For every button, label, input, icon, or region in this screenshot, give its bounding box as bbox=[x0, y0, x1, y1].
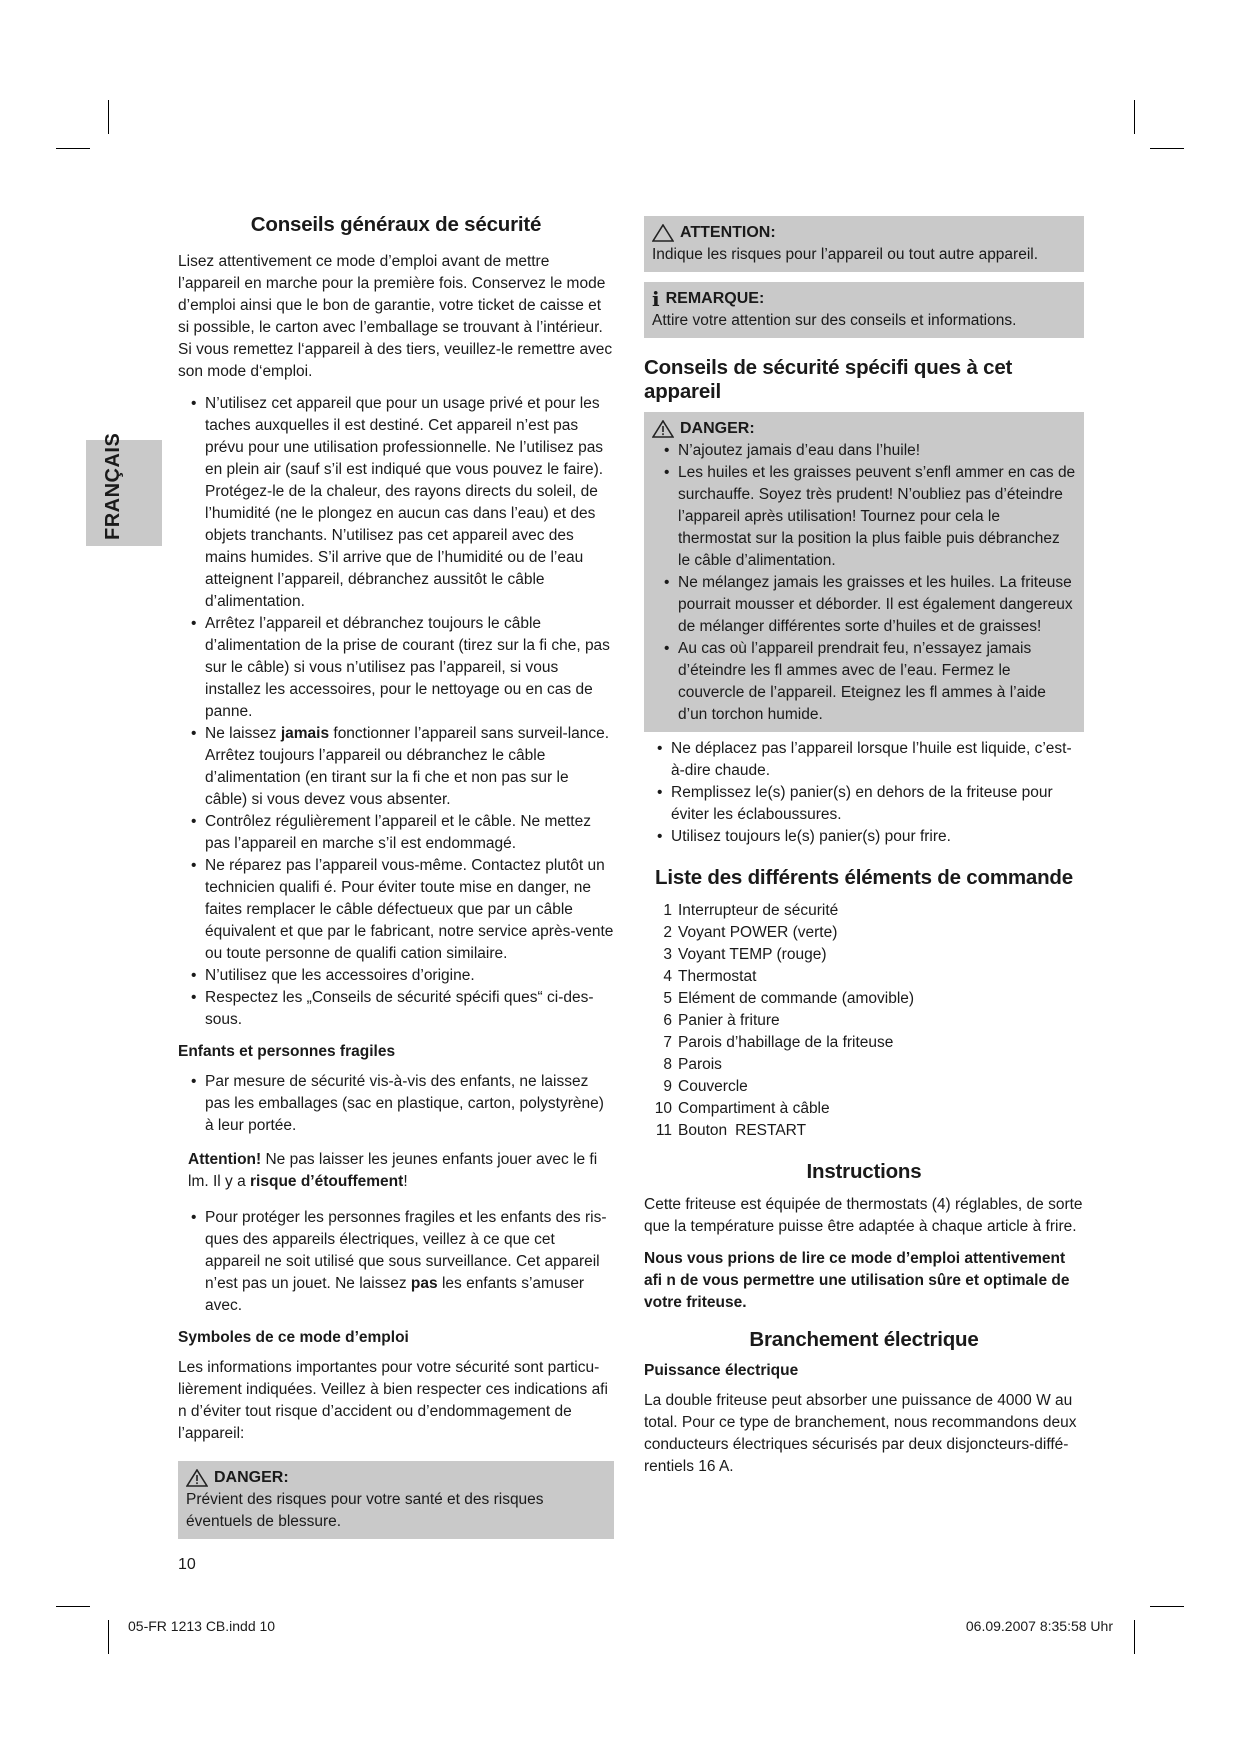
bullet-item: • Au cas où l’appareil prendrait feu, n’essayez jamais d’éteindre les fl ammes avec de l’eau. Fermez le couvercle de l’appareil. Eteignez les fl ammes à l’aide d’un torchon humide. bbox=[652, 638, 1076, 726]
parts-list-item bbox=[650, 988, 1084, 1010]
parts-list-item bbox=[650, 922, 1084, 944]
part-label: Voyant TEMP (rouge) bbox=[678, 946, 827, 963]
bullet-item: • N’utilisez que les accessoires d’origine. bbox=[178, 965, 614, 987]
instructions-bold-paragraph: Nous vous prions de lire ce mode d’emploi attentivement afi n de vous permettre une utilisation sûre et optimale de votre friteuse. bbox=[644, 1250, 1070, 1311]
parts-list-item bbox=[650, 900, 1084, 922]
parts-list-item bbox=[650, 1010, 1084, 1032]
remarque-box-title: i REMARQUE: bbox=[652, 287, 765, 311]
part-label: Compartiment à câble bbox=[678, 1100, 830, 1117]
section-title-electrical: Branchement électrique bbox=[749, 1328, 979, 1351]
danger-bullet-list bbox=[652, 440, 1076, 726]
parts-list bbox=[650, 900, 1084, 1142]
danger-box-title: DANGER: bbox=[652, 418, 1076, 440]
crop-mark bbox=[1150, 148, 1184, 149]
remarque-box-text: Attire votre attention sur des conseils et informations. bbox=[652, 312, 1017, 329]
bullet-item: • Ne mélangez jamais les graisses et les huiles. La friteuse pourrait mousser et déborder. Il est également dangereux de mélanger différentes sorte d’huiles et de graisses! bbox=[652, 572, 1076, 638]
parts-list-item bbox=[650, 1054, 1084, 1076]
part-number: 3 bbox=[663, 946, 672, 963]
right-column bbox=[644, 216, 1084, 1488]
attention-box-text: Indique les risques pour l’appareil ou tout autre appareil. bbox=[652, 246, 1039, 263]
symbols-paragraph: Les informations importantes pour votre sécurité sont particu-lièrement indiquées. Veillez à bien respecter ces indications afi n d’éviter tout risque d’accident ou d’endommagement de l’appareil: bbox=[178, 1359, 608, 1442]
crop-mark bbox=[1150, 1606, 1184, 1607]
footer-timestamp: 06.09.2007 8:35:58 Uhr bbox=[965, 1618, 1113, 1634]
danger-box bbox=[178, 1461, 614, 1539]
part-label: Bouton bbox=[678, 1122, 728, 1139]
power-paragraph: La double friteuse peut absorber une puissance de 4000 W au total. Pour ce type de branchement, nous recommandons deux conducteurs électriques sécurisés par deux disjoncteurs-diffé-rentiels 16 A. bbox=[644, 1392, 1077, 1475]
attention-box-title: ATTENTION: bbox=[652, 222, 1076, 244]
part-label: Thermostat bbox=[678, 968, 757, 985]
bullet-item: • Les huiles et les graisses peuvent s’enfl ammer en cas de surchauffe. Soyez très prudent! N’oubliez pas d’éteindre l’appareil après utilisation! Tournez pour cela le thermostat sur la position la plus faible puis débranchez le câble d’alimentation. bbox=[652, 462, 1076, 572]
remarque-box bbox=[644, 282, 1084, 338]
part-number: 11 bbox=[655, 1122, 672, 1139]
part-label: Voyant POWER (verte) bbox=[678, 924, 838, 941]
crop-mark bbox=[108, 100, 109, 134]
footer-file-info: 05-FR 1213 CB.indd 10 bbox=[128, 1618, 276, 1634]
part-label: Couvercle bbox=[678, 1078, 748, 1095]
caution-triangle-icon bbox=[652, 224, 674, 242]
parts-list-item bbox=[650, 944, 1084, 966]
bullet-item: • Contrôlez régulièrement l’appareil et le câble. Ne mettez pas l’appareil en marche s’il est endommagé. bbox=[178, 811, 614, 855]
section-title-controls: Liste des différents éléments de commande bbox=[655, 866, 1073, 889]
part-number: 1 bbox=[663, 902, 672, 919]
bullet-item: • Remplissez le(s) panier(s) en dehors de la friteuse pour éviter les éclaboussures. bbox=[644, 782, 1084, 826]
parts-list-item bbox=[650, 1120, 1084, 1142]
crop-mark bbox=[1134, 1620, 1135, 1654]
parts-list-item bbox=[650, 1076, 1084, 1098]
bullet-item: • Ne réparez pas l’appareil vous-même. Contactez plutôt un technicien qualifi é. Pour éviter toute mise en danger, ne faites remplacer le câble défectueux que par un câble équivalent et que par le fabricant, notre service après-vente ou toute personne de qualifi cation similaire. bbox=[178, 855, 614, 965]
attention-box bbox=[644, 216, 1084, 272]
specific-bullet-list bbox=[644, 738, 1084, 848]
crop-mark bbox=[56, 148, 90, 149]
part-label: Parois bbox=[678, 1056, 722, 1073]
parts-list-item bbox=[650, 1098, 1084, 1120]
part-number: 6 bbox=[663, 1012, 672, 1029]
left-column bbox=[178, 213, 614, 1549]
part-number: 4 bbox=[663, 968, 672, 985]
info-icon: i bbox=[652, 287, 660, 311]
section-title-instructions: Instructions bbox=[806, 1160, 922, 1183]
part-number: 5 bbox=[663, 990, 672, 1007]
bullet-item: • N’utilisez cet appareil que pour un usage privé et pour les taches auxquelles il est destiné. Cet appareil n’est pas prévu pour une utilisation professionnelle. Ne l’utilisez pas en plein air (sauf s’il est indiqué que vous pouvez le faire). Protégez-le de la chaleur, des rayons directs du soleil, de l’humidité (ne le plongez en aucun cas dans l’eau) et des objets tranchants. N’utilisez pas cet appareil avec des mains humides. S’il arrive que de l’humidité ou de l’eau atteignent l’appareil, débranchez aussitôt le câble d’alimentation. bbox=[178, 393, 614, 613]
crop-mark bbox=[1134, 100, 1135, 134]
part-number: 2 bbox=[663, 924, 672, 941]
part-label: Panier à friture bbox=[678, 1012, 780, 1029]
children-bullet-list bbox=[178, 1071, 614, 1137]
danger-box-text: Prévient des risques pour votre santé et des risques éventuels de blessure. bbox=[186, 1491, 544, 1530]
parts-list-item bbox=[650, 1032, 1084, 1054]
bullet-item: • N’ajoutez jamais d’eau dans l’huile! bbox=[652, 440, 1076, 462]
safety-bullet-list bbox=[178, 393, 614, 1031]
subsection-title-power: Puissance électrique bbox=[644, 1362, 799, 1379]
intro-paragraph: Lisez attentivement ce mode d’emploi avant de mettre l’appareil en marche pour la première fois. Conservez le mode d’emploi ainsi que le bon de garantie, votre ticket de caisse et si possible, le carton avec l’emballage se trouvant à l’intérieur. Si vous remettez l‘appareil à des tiers, veuillez-le remettre avec son mode d‘emploi. bbox=[178, 253, 613, 380]
danger-box-specific bbox=[644, 412, 1084, 732]
part-label: Parois d’habillage de la friteuse bbox=[678, 1034, 894, 1051]
bullet-item: • Pour protéger les personnes fragiles et les enfants des ris-ques des appareils électriques, veillez à ce que cet appareil ne soit utilisé que sous surveillance. Cet appareil n’est pas un jouet. Ne laissez pas les enfants s’amuser avec. bbox=[178, 1207, 614, 1317]
part-number: 8 bbox=[663, 1056, 672, 1073]
subsection-title-symbols: Symboles de ce mode d’emploi bbox=[178, 1329, 409, 1346]
part-label: Elément de commande (amovible) bbox=[678, 990, 915, 1007]
part-number: 9 bbox=[663, 1078, 672, 1095]
bullet-item: • Arrêtez l’appareil et débranchez toujours le câble d’alimentation de la prise de courant (tirez sur la fi che, pas sur le câble) si vous n’utilisez pas l’appareil, si vous installez les accessoires, pour le nettoyage ou en cas de panne. bbox=[178, 613, 614, 723]
language-tab-label: FRANÇAIS bbox=[102, 432, 124, 540]
bullet-item: • Ne déplacez pas l’appareil lorsque l’huile est liquide, c’est-à-dire chaude. bbox=[644, 738, 1084, 782]
crop-mark bbox=[108, 1620, 109, 1654]
warning-triangle-icon bbox=[652, 420, 674, 438]
bullet-item: • Utilisez toujours le(s) panier(s) pour frire. bbox=[644, 826, 1084, 848]
section-title-general-safety: Conseils généraux de sécurité bbox=[250, 213, 542, 236]
children-bullet-list-2 bbox=[178, 1207, 614, 1317]
crop-mark bbox=[56, 1606, 90, 1607]
part-number: 10 bbox=[654, 1100, 672, 1117]
part-number: 7 bbox=[663, 1034, 672, 1051]
page-number: 10 bbox=[178, 1556, 196, 1573]
warning-triangle-icon bbox=[186, 1469, 208, 1487]
parts-list-item bbox=[650, 966, 1084, 988]
danger-box-title: DANGER: bbox=[186, 1467, 606, 1489]
part-label: Interrupteur de sécurité bbox=[678, 902, 839, 919]
bullet-item: • Respectez les „Conseils de sécurité spécifi ques“ ci-des-sous. bbox=[178, 987, 614, 1031]
subsection-title-children: Enfants et personnes fragiles bbox=[178, 1043, 396, 1060]
section-title-specific-safety: Conseils de sécurité spécifi ques à cet appareil bbox=[644, 356, 1013, 403]
instructions-paragraph: Cette friteuse est équipée de thermostats (4) réglables, de sorte que la température puisse être adaptée à chaque article à frire. bbox=[644, 1196, 1083, 1235]
bullet-item: • Ne laissez jamais fonctionner l’appareil sans surveil-lance. Arrêtez toujours l’appareil ou débranchez le câble d’alimentation (en tirant sur la fi che et non pas sur le câble) si vous devez vous absenter. bbox=[178, 723, 614, 811]
attention-note: Attention! Ne pas laisser les jeunes enfants jouer avec le fi lm. Il y a risque d’étouffement! bbox=[188, 1151, 598, 1190]
part-extra: RESTART bbox=[735, 1122, 807, 1139]
bullet-item: • Par mesure de sécurité vis-à-vis des enfants, ne laissez pas les emballages (sac en plastique, carton, polystyrène) à leur portée. bbox=[178, 1071, 614, 1137]
